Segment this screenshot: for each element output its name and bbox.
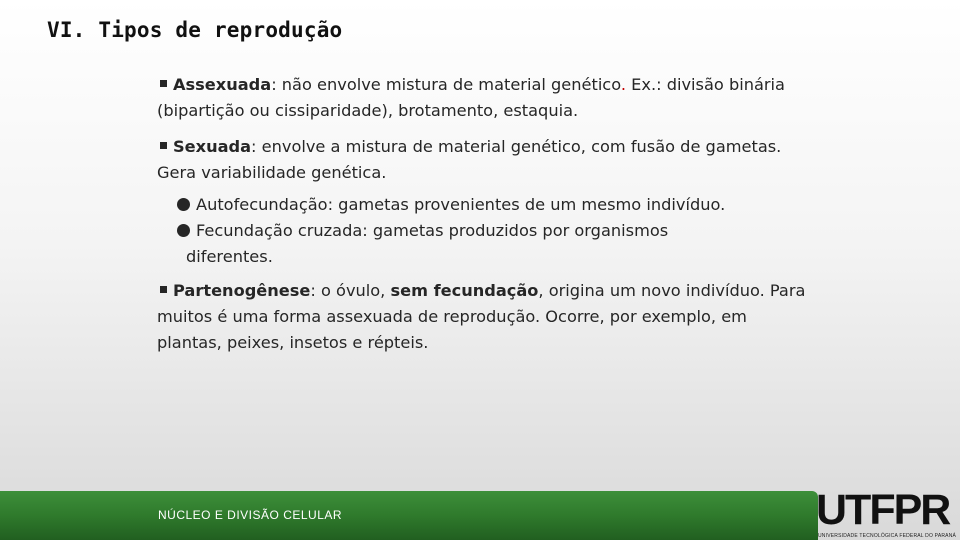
partenogenese-text-a: : o óvulo, bbox=[310, 281, 391, 300]
assexuada-text-a: : não envolve mistura de material genético bbox=[271, 75, 621, 94]
square-bullet-icon bbox=[160, 286, 167, 293]
footer-bar bbox=[0, 491, 818, 540]
item-sexuada bbox=[157, 134, 807, 186]
round-bullet-icon bbox=[177, 198, 190, 211]
sub-item-text: Autofecundação: gametas provenientes de um mesmo indivíduo. bbox=[196, 195, 726, 214]
slide-title: VI. Tipos de reprodução bbox=[47, 18, 343, 42]
item-assexuada bbox=[157, 72, 807, 124]
logo-wordmark: UTFPR bbox=[816, 486, 950, 534]
assexuada-text-b: Ex.: divisão binária (bipartição ou cissiparidade), brotamento, estaquia. bbox=[157, 75, 785, 120]
partenogenese-text-b: , origina um novo indivíduo. Para muitos é uma forma assexuada de reprodução. Ocorre, por exemplo, em plantas, peixes, insetos e répteis. bbox=[157, 281, 806, 352]
content-body bbox=[157, 72, 807, 366]
footer-label: NÚCLEO E DIVISÃO CELULAR bbox=[158, 508, 343, 522]
item-partenogenese bbox=[157, 278, 807, 356]
term-partenogenese: Partenogênese bbox=[173, 281, 311, 300]
assexuada-red-dot: . bbox=[620, 75, 626, 94]
sublist-item-autofecundacao bbox=[177, 192, 807, 218]
logo-subtitle: UNIVERSIDADE TECNOLÓGICA FEDERAL DO PARANÁ bbox=[818, 533, 957, 539]
round-bullet-icon bbox=[177, 224, 190, 237]
term-assexuada: Assexuada bbox=[173, 75, 272, 94]
square-bullet-icon bbox=[160, 142, 167, 149]
utfpr-logo bbox=[816, 488, 960, 540]
square-bullet-icon bbox=[160, 80, 167, 87]
sexuada-sublist bbox=[157, 192, 807, 270]
term-sexuada: Sexuada bbox=[173, 137, 252, 156]
sub-item-text: Fecundação cruzada: gametas produzidos por organismos bbox=[196, 221, 669, 240]
partenogenese-bold: sem fecundação bbox=[390, 281, 539, 300]
sexuada-text: : envolve a mistura de material genético, com fusão de gametas. Gera variabilidade genética. bbox=[157, 137, 782, 182]
sub-item-text-continued: diferentes. bbox=[186, 247, 273, 266]
sublist-item-fecundacao-cruzada bbox=[177, 218, 807, 270]
